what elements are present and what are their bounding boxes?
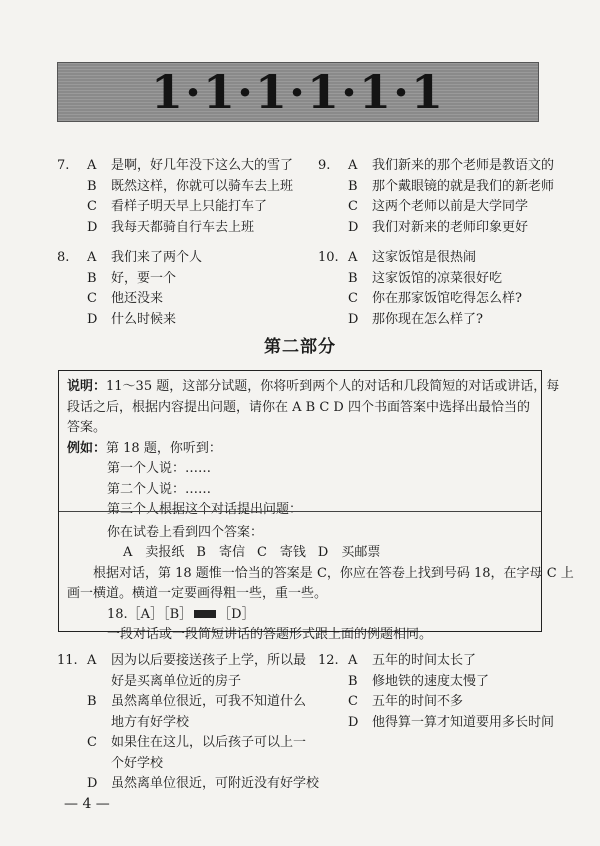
option-d: 我每天都骑自行车去上班 [111,219,255,235]
instructions-box [58,370,574,642]
example-line: 根据对话，第 18 题惟一恰当的答案是 C，你应在答卷上找到号码 18，在字母 C 上 [93,565,574,581]
example-line: 你在试卷上看到四个答案： [107,524,264,540]
option-b: 既然这样，你就可以骑车去上班 [111,178,294,194]
example-line: 第一个人说：…… [107,461,212,476]
example-label: 例如： [67,440,107,456]
instruction-line: 段话之后，根据内容提出问题，请你在 A B C D 四个书面答案中选择出最恰当的 [67,399,530,415]
option-a: 我们新来的那个老师是教语文的 [372,158,555,173]
filled-mark-c [194,610,216,618]
option-b: 修地铁的速度太慢了 [372,673,490,689]
question-number: 8. [57,250,70,265]
question-number: 12. [318,653,339,668]
answer-sheet-example: 18.［A］［B］ ［D］ [107,606,255,622]
question-11: 11. A 因为以后要接送孩子上学，所以最 好是买离单位近的房子 B 虽然离单位很近，可我不知道什么 地方有好学校 C 如果住在这儿，以后孩子可以上一 个好学校 D 虽然离单位很近，可附近没有好学校 [57,651,319,795]
option-c: 如果住在这儿，以后孩子可以上一 [111,735,307,750]
example-line: 第三个人根据这个对话提出问题： [107,502,303,517]
option-b: 好，要一个 [111,270,177,286]
option-c: 他还没来 [111,291,164,306]
question-8: 8. A 我们来了两个人 B 好，要一个 C 他还没来 D 什么时候来 [57,248,202,330]
answer-a: A 卖报纸 [123,545,185,560]
option-d: 什么时候来 [111,311,177,327]
example-line: 一段对话或一段简短讲话的答题形式跟上面的例题相同。 [107,627,433,642]
question-number: 11. [57,653,78,668]
question-10: 10. A 这家饭馆是很热闹 B 这家饭馆的凉菜很好吃 C 你在那家饭馆吃得怎么样? D 那你现在怎么样了? [318,248,522,330]
option-c: 看样子明天早上只能打车了 [111,199,268,214]
option-c: 这两个老师以前是大学同学 [372,199,529,214]
option-a: 我们来了两个人 [111,250,203,265]
box-divider [59,511,541,512]
banner-text: 1·1·1·1·1·1 [150,65,446,119]
section-title: 第二部分 [264,337,336,357]
option-c: 五年的时间不多 [372,694,464,709]
option-c: 你在那家饭馆吃得怎么样? [372,291,522,306]
option-a: 五年的时间太长了 [372,653,477,668]
section-banner [57,62,539,122]
option-b: 虽然离单位很近，可我不知道什么 [111,694,307,709]
option-a: 是啊，好几年没下这么大的雪了 [111,158,294,173]
example-line: 画一横道。横道一定要画得粗一些，重一些。 [67,586,328,601]
option-a: 这家饭馆是很热闹 [372,250,477,265]
example-answers [67,543,533,564]
option-d: 那你现在怎么样了? [372,311,483,327]
question-number: 9. [318,158,331,173]
answer-b: B 寄信 [196,545,245,560]
instruction-line: 答案。 [67,420,107,435]
question-12: 12. A 五年的时间太长了 B 修地铁的速度太慢了 C 五年的时间不多 D 他得算一算才知道要用多长时间 [318,651,554,733]
question-number: 7. [57,158,70,173]
answer-d: D 买邮票 [317,545,381,560]
answer-c: C 寄钱 [256,545,306,560]
instruction-line: 说明：11～35 题，这部分试题，你将听到两个人的对话和几段简短的对话或讲话，每 [67,379,560,394]
question-7: 7. A 是啊，好几年没下这么大的雪了 B 既然这样，你就可以骑车去上班 C 看样子明天早上只能打车了 D 我每天都骑自行车去上班 [57,156,293,238]
note-label: 说明： [67,379,107,394]
option-d: 虽然离单位很近，可附近没有好学校 [111,776,320,791]
question-9: 9. A 我们新来的那个老师是教语文的 B 那个戴眼镜的就是我们的新老师 C 这两个老师以前是大学同学 D 我们对新来的老师印象更好 [318,156,554,238]
option-b: 那个戴眼镜的就是我们的新老师 [372,178,555,194]
example-line: 第二个人说：…… [107,481,212,497]
option-d: 他得算一算才知道要用多长时间 [372,714,555,730]
question-number: 10. [318,250,339,265]
example-line: 例如：第 18 题，你听到： [67,440,222,456]
option-d: 我们对新来的老师印象更好 [372,219,529,235]
page-number: — 4 — [64,796,110,812]
option-b: 这家饭馆的凉菜很好吃 [372,270,503,286]
option-a: 因为以后要接送孩子上学，所以最 [111,653,307,668]
